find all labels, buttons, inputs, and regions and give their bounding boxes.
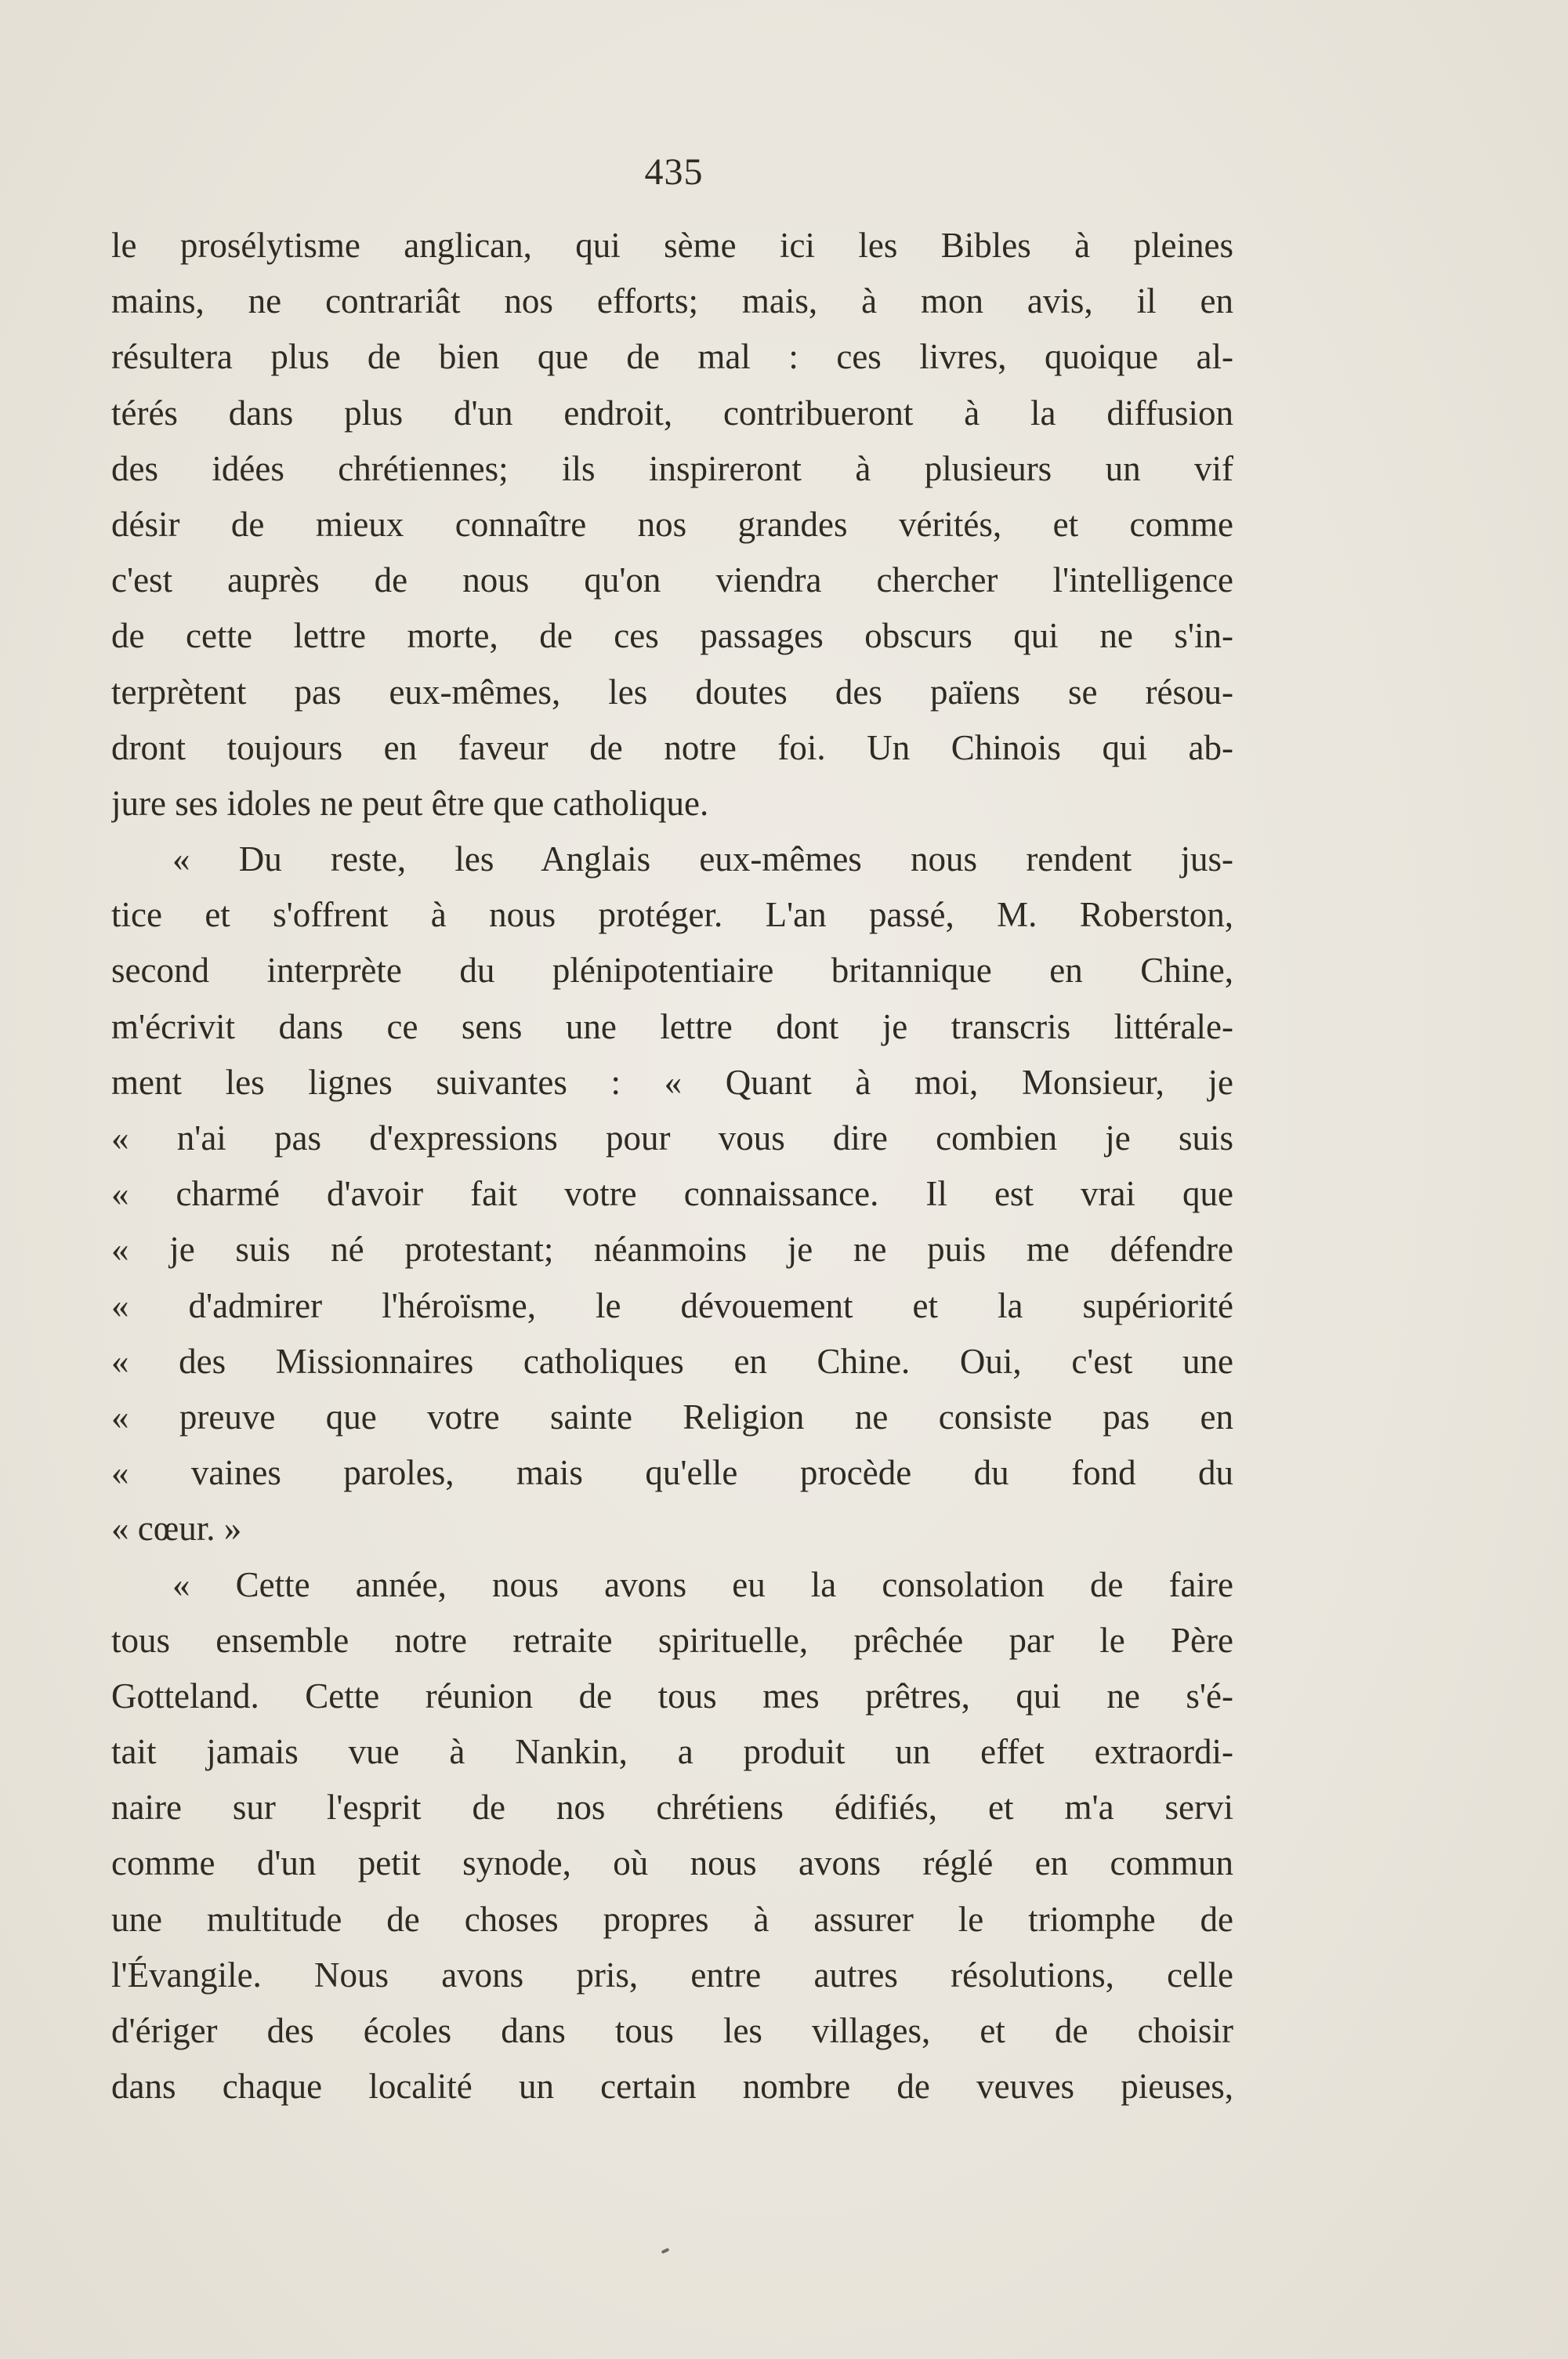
text-line: tait jamais vue à Nankin, a produit un effet extraordi- (111, 1732, 1233, 1772)
text-line: de cette lettre morte, de ces passages obscurs qui ne s'in- (111, 616, 1233, 656)
text-line: Gotteland. Cette réunion de tous mes prêtres, qui ne s'é- (111, 1676, 1233, 1716)
text-line: « vaines paroles, mais qu'elle procède du fond du (111, 1453, 1233, 1493)
text-line: des idées chrétiennes; ils inspireront à plusieurs un vif (111, 448, 1233, 488)
text-line: dans chaque localité un certain nombre de veuves pieuses, (111, 2067, 1233, 2107)
ink-speck (661, 2248, 670, 2254)
text-line: l'Évangile. Nous avons pris, entre autres résolutions, celle (111, 1955, 1233, 1995)
text-line: tice et s'offrent à nous protéger. L'an passé, M. Roberston, (111, 895, 1233, 935)
text-line: tous ensemble notre retraite spirituelle, prêchée par le Père (111, 1620, 1233, 1660)
text-line: comme d'un petit synode, où nous avons réglé en commun (111, 1843, 1233, 1883)
text-line: jure ses idoles ne peut être que catholique. (111, 783, 709, 823)
text-line: « charmé d'avoir fait votre connaissance. Il est vrai que (111, 1174, 1233, 1214)
text-line: « Cette année, nous avons eu la consolation de faire (172, 1564, 1233, 1604)
text-line: « des Missionnaires catholiques en Chine. Oui, c'est une (111, 1341, 1233, 1381)
text-line: ment les lignes suivantes : « Quant à moi, Monsieur, je (111, 1062, 1233, 1102)
text-line: mains, ne contrariât nos efforts; mais, à mon avis, il en (111, 281, 1233, 321)
text-line: « Du reste, les Anglais eux-mêmes nous rendent jus- (172, 839, 1233, 879)
text-line: m'écrivit dans ce sens une lettre dont je transcris littérale- (111, 1006, 1233, 1046)
text-line: « je suis né protestant; néanmoins je ne puis me défendre (111, 1230, 1233, 1270)
body-text (111, 218, 1233, 2114)
text-line: « n'ai pas d'expressions pour vous dire combien je suis (111, 1118, 1233, 1158)
text-line: second interprète du plénipotentiaire britannique en Chine, (111, 951, 1233, 991)
text-line: « cœur. » (111, 1509, 242, 1549)
text-line: une multitude de choses propres à assurer le triomphe de (111, 1899, 1233, 1939)
text-line: le prosélytisme anglican, qui sème ici les Bibles à pleines (111, 226, 1233, 265)
page-number: 435 (644, 151, 704, 193)
text-line: résultera plus de bien que de mal : ces livres, quoique al- (111, 337, 1233, 377)
text-line: térés dans plus d'un endroit, contribueront à la diffusion (111, 393, 1233, 433)
text-line: désir de mieux connaître nos grandes vérités, et comme (111, 504, 1233, 544)
text-line: « d'admirer l'héroïsme, le dévouement et la supériorité (111, 1285, 1233, 1325)
text-line: « preuve que votre sainte Religion ne consiste pas en (111, 1397, 1233, 1437)
text-line: dront toujours en faveur de notre foi. Un Chinois qui ab- (111, 727, 1233, 767)
text-line: d'ériger des écoles dans tous les villages, et de choisir (111, 2011, 1233, 2050)
text-line: terprètent pas eux-mêmes, les doutes des païens se résou- (111, 672, 1233, 712)
text-line: naire sur l'esprit de nos chrétiens édifiés, et m'a servi (111, 1788, 1233, 1828)
text-line: c'est auprès de nous qu'on viendra chercher l'intelligence (111, 560, 1233, 600)
